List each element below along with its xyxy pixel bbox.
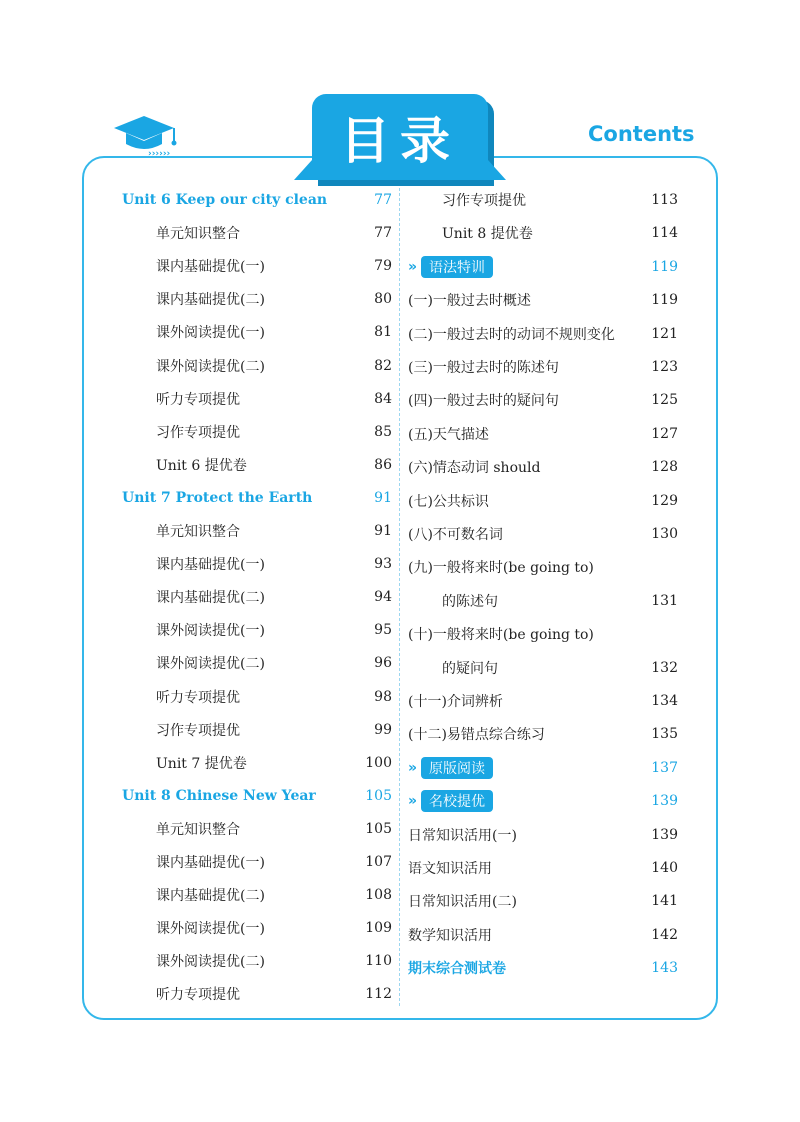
toc-entry[interactable] (122, 486, 392, 510)
toc-entry[interactable] (122, 453, 392, 477)
toc-entry[interactable] (122, 751, 392, 775)
toc-entry-title: (三)一般过去时的陈述句 (408, 360, 559, 376)
toc-entry-title: 课外阅读提优(二) (156, 954, 265, 971)
toc-entry-title: 期末综合测试卷 (408, 961, 506, 978)
toc-entry[interactable] (408, 555, 678, 579)
toc-entry[interactable] (408, 856, 678, 880)
toc-entry-page: 99 (374, 721, 392, 738)
toc-entry-title: 课内基础提优(一) (156, 259, 265, 276)
toc-entry[interactable] (408, 956, 678, 980)
toc-entry-page: 125 (651, 392, 678, 409)
toc-entry-title: 课外阅读提优(二) (156, 656, 265, 673)
toc-entry[interactable] (408, 522, 678, 546)
toc-entry-page: 77 (374, 225, 392, 242)
toc-entry-title: 的陈述句 (442, 593, 498, 610)
toc-entry-page: 114 (651, 225, 678, 242)
svg-text:››››››: ›››››› (148, 149, 171, 158)
graduation-cap-icon (108, 108, 190, 158)
toc-entry-page: 132 (651, 659, 678, 676)
toc-entry-title: 日常知识活用(一) (408, 827, 517, 844)
toc-entry-page: 119 (651, 292, 678, 309)
toc-entry-page: 130 (651, 526, 678, 542)
toc-entry-title: (五)天气描述 (408, 426, 489, 443)
toc-entry-title: Unit 8 Chinese New Year (122, 787, 316, 804)
toc-entry-page: 143 (651, 960, 678, 977)
toc-entry-title (408, 790, 493, 812)
toc-entry-title: 课外阅读提优(二) (156, 358, 265, 375)
toc-entry[interactable] (408, 188, 678, 212)
toc-entry[interactable] (122, 718, 392, 742)
toc-entry-page: 85 (374, 423, 392, 440)
toc-entry-title: 课外阅读提优(一) (156, 325, 265, 342)
toc-entry-title: 课内基础提优(一) (156, 557, 265, 574)
toc-entry-title: (九)一般将来时(be going to) (408, 560, 594, 577)
toc-entry-title: 课外阅读提优(一) (156, 623, 265, 640)
toc-entry[interactable] (408, 656, 678, 680)
toc-entry[interactable] (122, 585, 392, 609)
toc-entry-page: 79 (374, 258, 392, 275)
toc-entry-page: 112 (365, 986, 392, 1003)
toc-entry-page: 81 (374, 324, 392, 341)
toc-entry-page: 109 (365, 920, 392, 937)
toc-entry-title: 单元知识整合 (156, 821, 240, 838)
toc-entry-title: 课内基础提优(二) (156, 888, 265, 905)
toc-entry[interactable] (408, 889, 678, 913)
toc-entry-page: 80 (374, 291, 392, 308)
toc-entry-page: 100 (365, 754, 392, 771)
toc-entry-page: 135 (651, 726, 678, 743)
toc-entry-page: 113 (651, 192, 678, 208)
toc-entry-title: Unit 6 Keep our city clean (122, 192, 328, 208)
toc-entry[interactable] (122, 618, 392, 642)
toc-entry-page: 121 (651, 325, 678, 342)
section-label: 语法特训 (421, 256, 493, 278)
toc-entry-page: 119 (651, 258, 678, 275)
toc-entry-title: 课内基础提优(二) (156, 292, 265, 309)
toc-entry[interactable] (408, 355, 678, 379)
toc-entry-title: (十)一般将来时(be going to) (408, 627, 594, 644)
toc-entry[interactable] (122, 552, 392, 576)
toc-entry-title: Unit 7 Protect the Earth (122, 489, 313, 506)
toc-entry-title: 语文知识活用 (408, 861, 492, 877)
toc-entry[interactable] (408, 622, 678, 646)
toc-entry-page: 93 (374, 556, 392, 573)
toc-entry[interactable] (122, 817, 392, 841)
toc-entry-page: 128 (651, 459, 678, 476)
double-chevron-icon: » (408, 258, 418, 275)
toc-entry-page: 95 (374, 622, 392, 639)
toc-entry-page: 139 (651, 826, 678, 843)
toc-entry[interactable] (408, 221, 678, 245)
toc-entry-title: 习作专项提优 (156, 424, 240, 441)
toc-entry[interactable] (408, 823, 678, 847)
toc-entry-title: 习作专项提优 (442, 193, 526, 209)
toc-entry-title: 单元知识整合 (156, 524, 240, 540)
toc-entry-page: 105 (365, 787, 392, 804)
toc-entry-title: 单元知识整合 (156, 226, 240, 243)
toc-entry-page: 86 (374, 456, 392, 473)
toc-entry[interactable] (122, 651, 392, 675)
toc-entry-page: 98 (374, 688, 392, 705)
toc-entry-page: 141 (651, 893, 678, 910)
toc-entry-page: 94 (374, 589, 392, 606)
column-divider (399, 188, 400, 1006)
toc-entry[interactable] (408, 689, 678, 713)
toc-entry[interactable] (122, 221, 392, 245)
toc-entry[interactable] (122, 685, 392, 709)
toc-entry-title: Unit 6 提优卷 (156, 457, 247, 474)
toc-entry-page: 91 (374, 489, 392, 506)
toc-entry[interactable] (122, 320, 392, 344)
toc-entry[interactable] (408, 255, 678, 279)
toc-entry-page: 77 (374, 192, 392, 208)
toc-entry-title: (四)一般过去时的疑问句 (408, 393, 559, 410)
toc-entry-page: 110 (365, 953, 392, 970)
toc-entry-title: (十二)易错点综合练习 (408, 727, 545, 744)
toc-entry-page: 123 (651, 359, 678, 375)
toc-entry-page: 139 (651, 793, 678, 810)
toc-entry-title: (八)不可数名词 (408, 527, 503, 543)
toc-entry[interactable] (408, 489, 678, 513)
toc-entry[interactable] (408, 789, 678, 813)
toc-entry[interactable] (408, 422, 678, 446)
toc-entry-title: Unit 7 提优卷 (156, 755, 247, 772)
toc-entry-page: 142 (651, 926, 678, 943)
toc-entry-page: 134 (651, 693, 678, 709)
toc-entry-page: 127 (651, 425, 678, 442)
toc-entry-title: (六)情态动词 should (408, 460, 541, 477)
toc-entry-title: 习作专项提优 (156, 722, 240, 739)
toc-entry-title: (一)一般过去时概述 (408, 293, 531, 310)
toc-entry[interactable] (408, 756, 678, 780)
toc-entry-page: 129 (651, 492, 678, 509)
toc-entry[interactable] (122, 883, 392, 907)
toc-entry-title: 的疑问句 (442, 660, 498, 677)
toc-entry-page: 131 (651, 592, 678, 609)
double-chevron-icon: » (408, 793, 418, 810)
toc-entry-page: 91 (374, 523, 392, 539)
toc-entry[interactable] (122, 287, 392, 311)
toc-entry[interactable] (122, 850, 392, 874)
section-label: 原版阅读 (421, 757, 493, 779)
toc-entry[interactable] (122, 354, 392, 378)
toc-entry-page: 108 (365, 887, 392, 904)
toc-entry[interactable] (122, 420, 392, 444)
toc-entry[interactable] (408, 722, 678, 746)
toc-entry-title (408, 757, 493, 779)
toc-entry[interactable] (408, 388, 678, 412)
toc-entry[interactable] (122, 519, 392, 543)
toc-entry[interactable] (122, 949, 392, 973)
toc-entry[interactable] (408, 923, 678, 947)
toc-entry[interactable] (122, 916, 392, 940)
toc-entry-page: 140 (651, 860, 678, 876)
toc-entry[interactable] (408, 322, 678, 346)
toc-entry-page: 107 (365, 854, 392, 870)
toc-entry[interactable] (122, 254, 392, 278)
toc-entry[interactable] (122, 982, 392, 1006)
toc-entry-title: 日常知识活用(二) (408, 894, 517, 911)
toc-entry-page: 137 (651, 759, 678, 776)
toc-entry-title: 课内基础提优(二) (156, 590, 265, 607)
page-title-text: 目录 (340, 112, 460, 170)
toc-entry-title: 课外阅读提优(一) (156, 921, 265, 938)
toc-entry[interactable] (408, 589, 678, 613)
toc-entry-page: 105 (365, 820, 392, 837)
toc-entry[interactable] (122, 387, 392, 411)
section-label: 名校提优 (421, 790, 493, 812)
toc-entry-page: 84 (374, 390, 392, 407)
toc-entry-title: (七)公共标识 (408, 493, 489, 510)
toc-entry-title: 听力专项提优 (156, 391, 240, 408)
toc-entry[interactable] (122, 188, 392, 212)
toc-entry-page: 82 (374, 357, 392, 374)
toc-entry-title: (十一)介词辨析 (408, 694, 503, 710)
toc-entry-page: 96 (374, 655, 392, 672)
toc-entry[interactable] (408, 455, 678, 479)
toc-entry-title: (二)一般过去时的动词不规则变化 (408, 326, 615, 343)
toc-entry-title: Unit 8 提优卷 (442, 226, 533, 243)
contents-subtitle: Contents (588, 122, 695, 146)
toc-entry-title: 数学知识活用 (408, 927, 492, 944)
toc-entry-title: 听力专项提优 (156, 987, 240, 1004)
toc-entry-title: 听力专项提优 (156, 689, 240, 706)
double-chevron-icon: » (408, 759, 418, 776)
toc-entry-title (408, 256, 493, 278)
toc-entry[interactable] (408, 288, 678, 312)
toc-entry-title: 课内基础提优(一) (156, 855, 265, 871)
page-title (312, 94, 488, 180)
toc-entry[interactable] (122, 784, 392, 808)
